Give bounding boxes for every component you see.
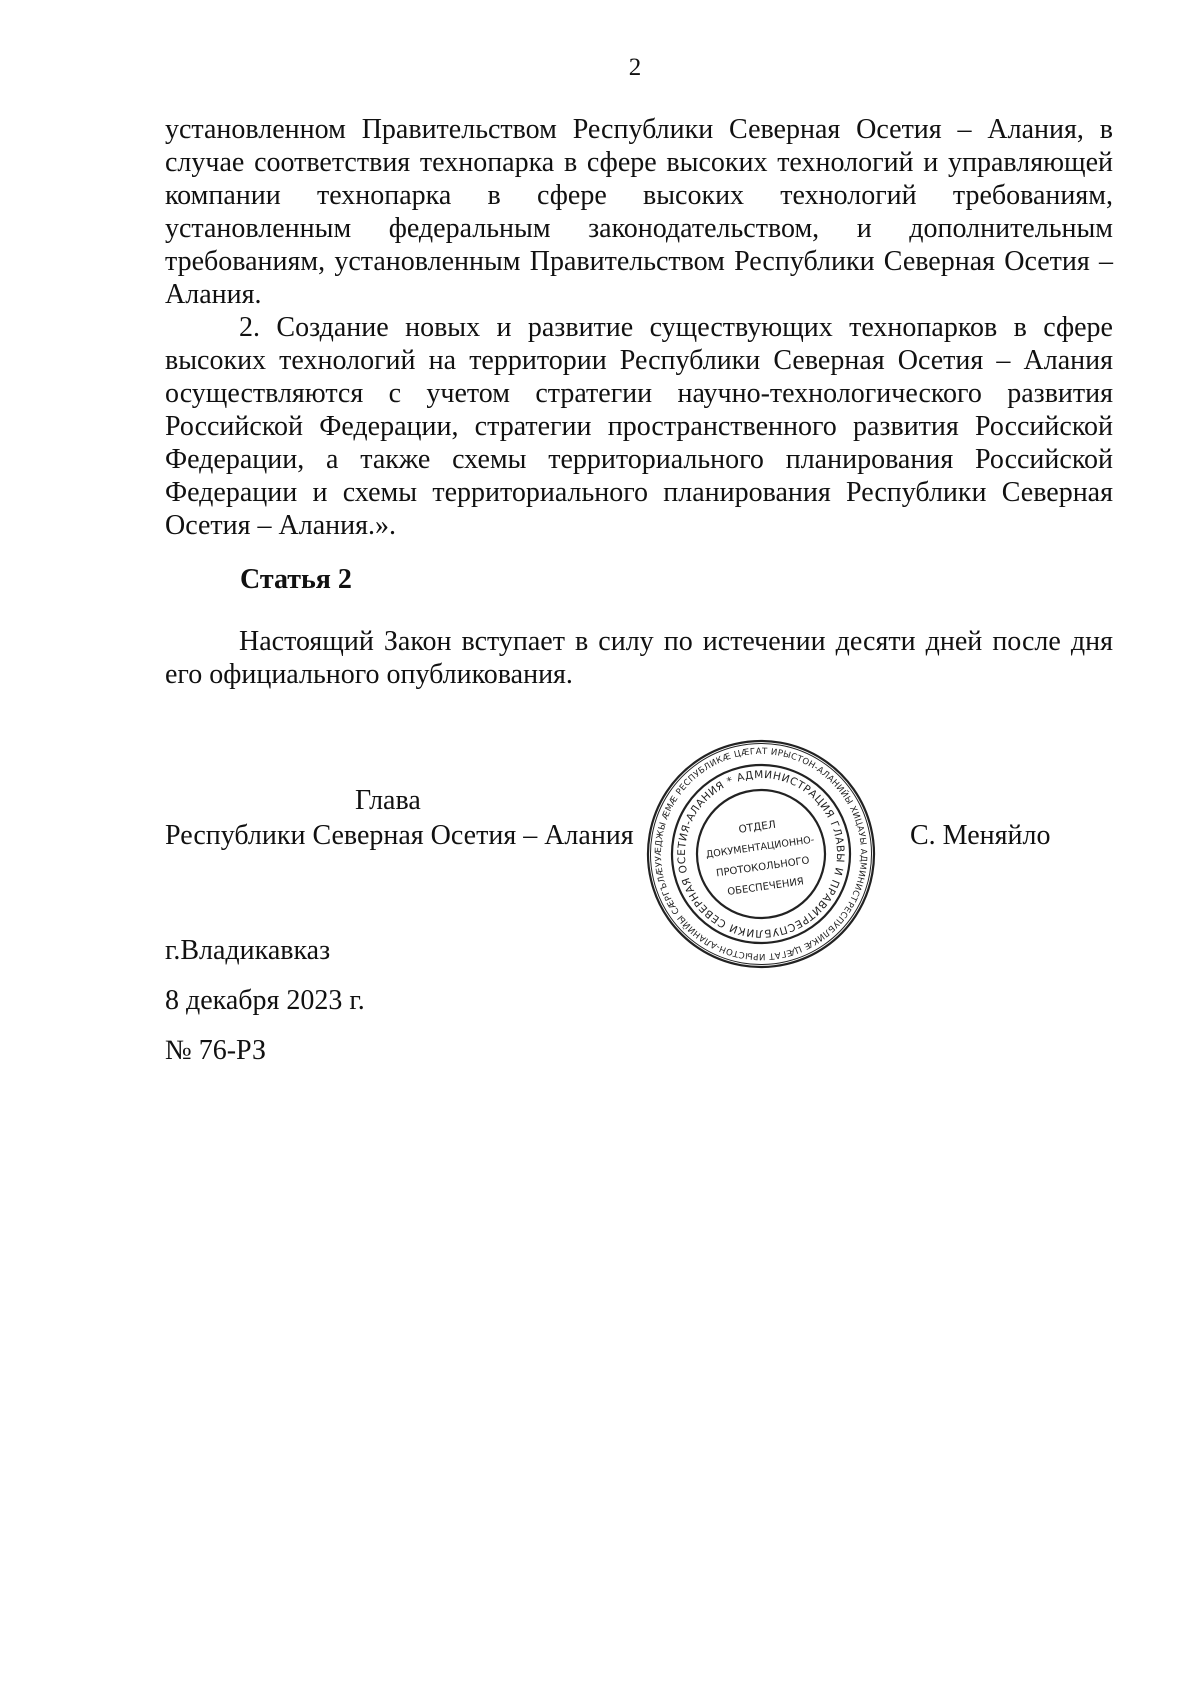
signatory-republic: Республики Северная Осетия – Алания bbox=[165, 820, 634, 851]
city: г.Владикавказ bbox=[165, 935, 331, 966]
paragraph-item-2: 2. Создание новых и развитие существующих технопарков в сфере высоких технологий на территории Республики Северная Осетия – Алания осуществляются с учетом стратегии научно-технологического развития Российской Федерации, стратегии пространственного развития Российской Федерации, а также схемы территориального планирования Российской Федерации и схемы территориального планирования Республики Северная Осетия – Алания.». bbox=[165, 312, 1113, 541]
official-seal bbox=[645, 738, 877, 970]
seal-center-line-3: ПРОТОКОЛЬНОГО bbox=[715, 855, 811, 880]
seal-outer-text: РЕСПУБЛИКӔ ЦӔГАТ ИРЫСТОН-АЛАНИЙЫ СӔРГЪЛӔУУӔДЖЫ ӔМӔ РЕСПУБЛИКӔ ЦӔГАТ ИРЫСТОН-АЛАНИЙЫ ХИЦАУЫ АДМИНИСТРАЦИ bbox=[653, 746, 869, 962]
signatory-title: Глава bbox=[355, 785, 421, 816]
page-number: 2 bbox=[628, 54, 642, 81]
seal-inner-text: РЕСПУБЛИКИ СЕВЕРНАЯ ОСЕТИЯ-АЛАНИЯ * АДМИНИСТРАЦИЯ ГЛАВЫ И ПРАВИТЕЛЬСТВА bbox=[675, 768, 847, 940]
law-number: № 76-РЗ bbox=[165, 1035, 266, 1066]
paragraph-continuation: установленном Правительством Республики Северная Осетия – Алания, в случае соответствия технопарка в сфере высоких технологий и управляющей компании технопарка в сфере высоких технологий требованиям, установленным федеральным законодательством, и дополнительным требованиям, установленным Правительством Республики Северная Осетия – Алания. bbox=[165, 114, 1113, 310]
seal-center-line-1: ОТДЕЛ bbox=[737, 818, 777, 836]
date: 8 декабря 2023 г. bbox=[165, 985, 365, 1016]
svg-text:РЕСПУБЛИКИ СЕВЕРНАЯ ОСЕТИЯ-АЛА bbox=[645, 738, 877, 970]
seal-center-line-2: ДОКУМЕНТАЦИОННО- bbox=[705, 834, 815, 861]
article-2-text: Настоящий Закон вступает в силу по истечении десяти дней после дня его официального опубликования. bbox=[165, 626, 1113, 690]
signatory-name: С. Меняйло bbox=[910, 820, 1051, 851]
article-heading: Статья 2 bbox=[240, 564, 352, 595]
seal-center-line-4: ОБЕСПЕЧЕНИЯ bbox=[726, 876, 805, 898]
